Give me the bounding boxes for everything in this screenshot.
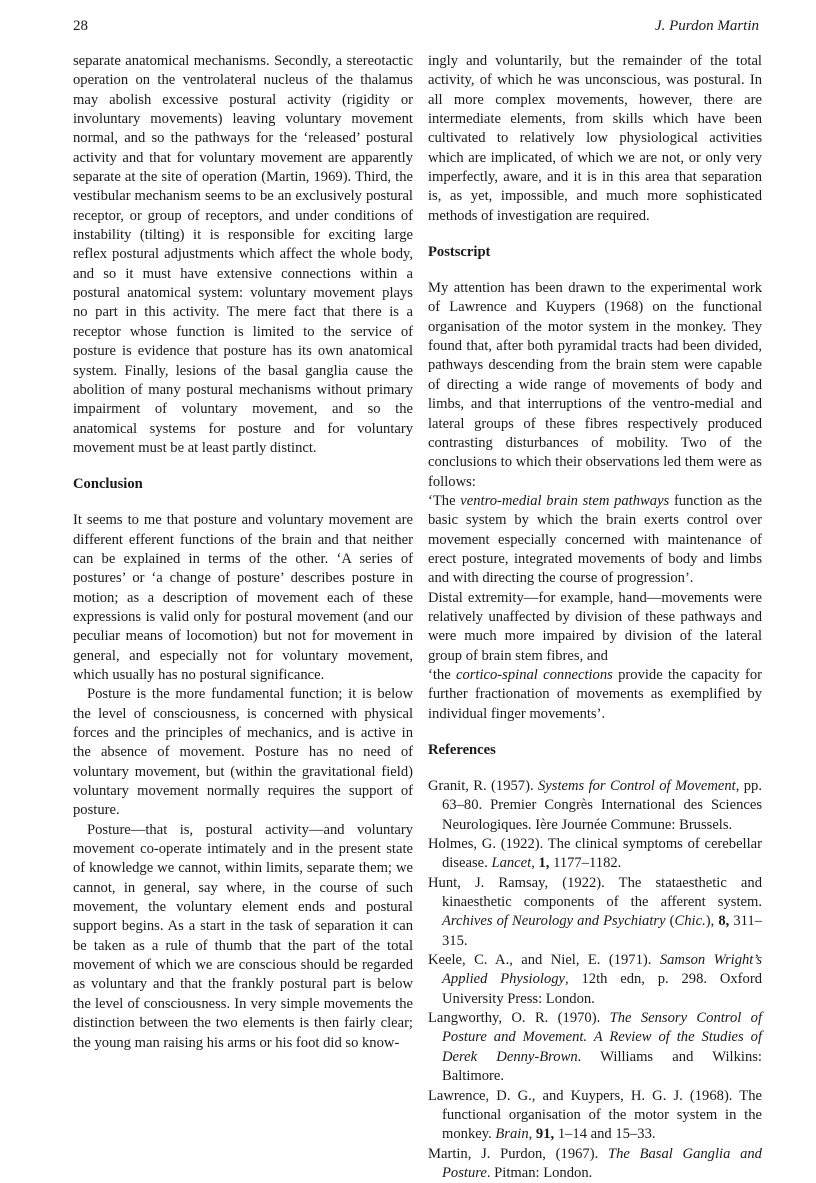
italic-text: Archives of Neurology and Psychiatry	[442, 913, 666, 930]
paragraph	[428, 589, 762, 666]
text-run: ,	[528, 1126, 536, 1143]
text-run: My attention has been drawn to the experimental work of Lawrence and Kuypers (1968) on the functional organisation of the motor system in the monkey. They found that, after both pyramidal tracts had been divided, pathways descending from the brain stem were capable of directing a wide range of movements of body and limbs, and that interruptions of the ventro-medial and lateral groups of these fibres respectively produced contrasting disturbances of mobility. Two of the conclusions to which their observations led them were as follows:	[428, 280, 762, 490]
text-run: Langworthy, O. R. (1970).	[428, 1010, 610, 1027]
text-run: , 12th edn, p. 298. Oxford University Press: London.	[442, 971, 762, 1007]
text-run: 311–315.	[442, 913, 763, 949]
italic-text: The Sensory Control of Posture and Movement. A Review of the Studies of Derek Denny-Brown	[442, 1010, 763, 1065]
section-heading: References	[428, 742, 496, 758]
text-run: separate anatomical mechanisms. Secondly, a stereotactic operation on the ventrolateral nucleus of the thalamus may abolish excessive postural activity (rigidity or involuntary movements) leaving voluntary movement normal, and so the pathways for the ‘released’ postural activity and that for voluntary movement are apparently separate at the site of operation (Martin, 1969). Third, the vestibular mechanism seems to be an exclusively postural receptor, or group of receptors, and under conditions of instability (tilting) it is responsible for exciting large reflex postural adjustments which affect the whole body, and so it must have extensive connections within a postural anatomical system: voluntary movement plays no part in this activity. The mere fact that there is a receptor whose function is limited to the service of posture is evidence that posture has its own anatomical system. Finally, lesions of the basal ganglia cause the abolition of many postural mechanisms without primary impairment of voluntary movement, and so the anatomical systems for posture and for voluntary movement must be at least partly distinct.	[73, 53, 413, 456]
bold-text: 1,	[538, 855, 550, 872]
text-run: provide the capacity for further fractionation of movements as exemplified by individual finger movements’.	[428, 666, 762, 722]
paragraph	[428, 492, 762, 589]
text-run: ),	[705, 913, 719, 930]
paragraph	[428, 279, 762, 492]
italic-text: Samson Wright’s Applied Physiology	[442, 952, 763, 988]
text-run: , pp. 63–80. Premier Congrès International des Sciences Neurologiques. Ière Journée Commune: Brussels.	[442, 778, 762, 833]
paragraph	[428, 666, 762, 724]
text-run: ‘The	[428, 492, 461, 509]
text-run: . Williams and Wilkins: Baltimore.	[442, 1048, 762, 1085]
reference-entry	[428, 777, 762, 835]
text-run: (	[665, 913, 675, 930]
running-head: J. Purdon Martin	[654, 18, 759, 34]
text-run: ‘the	[428, 666, 456, 683]
text-run: 1177–1182.	[549, 855, 622, 872]
text-run: Distal extremity—for example, hand—movements were relatively unaffected by division of these pathways and were much more impaired by division of the lateral group of brain stem fibres, and	[428, 589, 762, 664]
page-number: 28	[73, 18, 88, 34]
text-run: Holmes, G. (1922). The clinical symptoms of cerebellar disease.	[428, 836, 762, 872]
reference-entry	[428, 835, 762, 874]
text-run: function as the basic system by which the brain exerts control over movement especially concerned with maintenance of erect posture, integrated movements of body and limbs and with directing the course of progression’.	[428, 492, 762, 587]
text-run: ,	[531, 855, 539, 872]
left-column	[73, 52, 413, 1053]
italic-text: Lancet	[491, 855, 532, 872]
paragraph	[73, 685, 413, 820]
text-run: Lawrence, D. G., and Kuypers, H. G. J. (1968). The functional organisation of the motor system in the monkey.	[428, 1087, 762, 1143]
italic-text: Brain	[495, 1126, 529, 1143]
paragraph	[73, 511, 413, 685]
section-heading: Postscript	[428, 244, 491, 261]
text-run: ingly and voluntarily, but the remainder of the total activity, of which he was unconscious, was postural. In all more complex movements, however, there are intermediate elements, from skills which have been cultivated to relatively low physiological activities which are implicated, of which we are not, or only very imperfectly, aware, and it is in this area that separation is, as yet, impossible, and much more sophisticated methods of investigation are required.	[428, 53, 762, 224]
text-run: 1–14 and 15–33.	[554, 1126, 656, 1143]
reference-entry	[428, 951, 762, 1009]
reference-entry	[428, 1087, 762, 1145]
italic-text: ventro-medial brain stem pathways	[460, 492, 670, 509]
text-run: Martin, J. Purdon, (1967).	[428, 1145, 608, 1162]
text-run: Granit, R. (1957).	[428, 778, 538, 794]
italic-text: cortico-spinal connections	[455, 666, 613, 683]
text-run: . Pitman: London.	[486, 1164, 593, 1181]
reference-entry	[428, 1009, 762, 1086]
section-heading: Conclusion	[73, 476, 143, 493]
paragraph	[73, 52, 413, 458]
text-run: Hunt, J. Ramsay, (1922). The stataesthetic and kinaesthetic components of the afferent system.	[428, 874, 762, 911]
text-run: Posture—that is, postural activity—and voluntary movement co-operate intimately and in the present state of knowledge we cannot, within limits, separate them; we cannot, in general, say where, in the course of such movement, the voluntary element ends and postural support begins. As a start in the task of separation it can be taken as a rule of thumb that the part of the total movement of which we are conscious should be regarded as voluntary and that the frankly postural part is below the level of consciousness. In very simple movements the distinction between the two elements is then fairly clear; the young man raising his arms or his foot did so know-	[73, 821, 413, 1051]
italic-text: The Basal Ganglia and Posture	[442, 1145, 762, 1181]
italic-text: Systems for Control of Movement	[538, 778, 736, 794]
text-run: Keele, C. A., and Niel, E. (1971).	[428, 952, 660, 969]
paragraph	[73, 821, 413, 1053]
bold-text: 91,	[535, 1126, 555, 1143]
right-column	[428, 52, 762, 1183]
paragraph	[428, 52, 762, 226]
text-run: It seems to me that posture and voluntary movement are different efferent functions of the brain and that neither can be explained in terms of the other. ‘A series of postures’ or ‘a change of posture’ describes posture in motion; as a description of movement each of these expressions is valid only for postural movement (and our peculiar means of locomotion) but not for movement in general, and especially not for voluntary movement, which usually has no postural significance.	[73, 512, 413, 683]
reference-entry	[428, 874, 762, 951]
reference-entry	[428, 1145, 762, 1183]
italic-text: Chic.	[674, 913, 706, 930]
bold-text: 8,	[718, 913, 730, 930]
text-run: Posture is the more fundamental function; it is below the level of consciousness, is concerned with physical forces and the principles of mechanics, and is active in the absence of movement. Posture has no need of voluntary movement, but (within the gravitational field) voluntary movement normally requires the support of posture.	[73, 686, 413, 819]
